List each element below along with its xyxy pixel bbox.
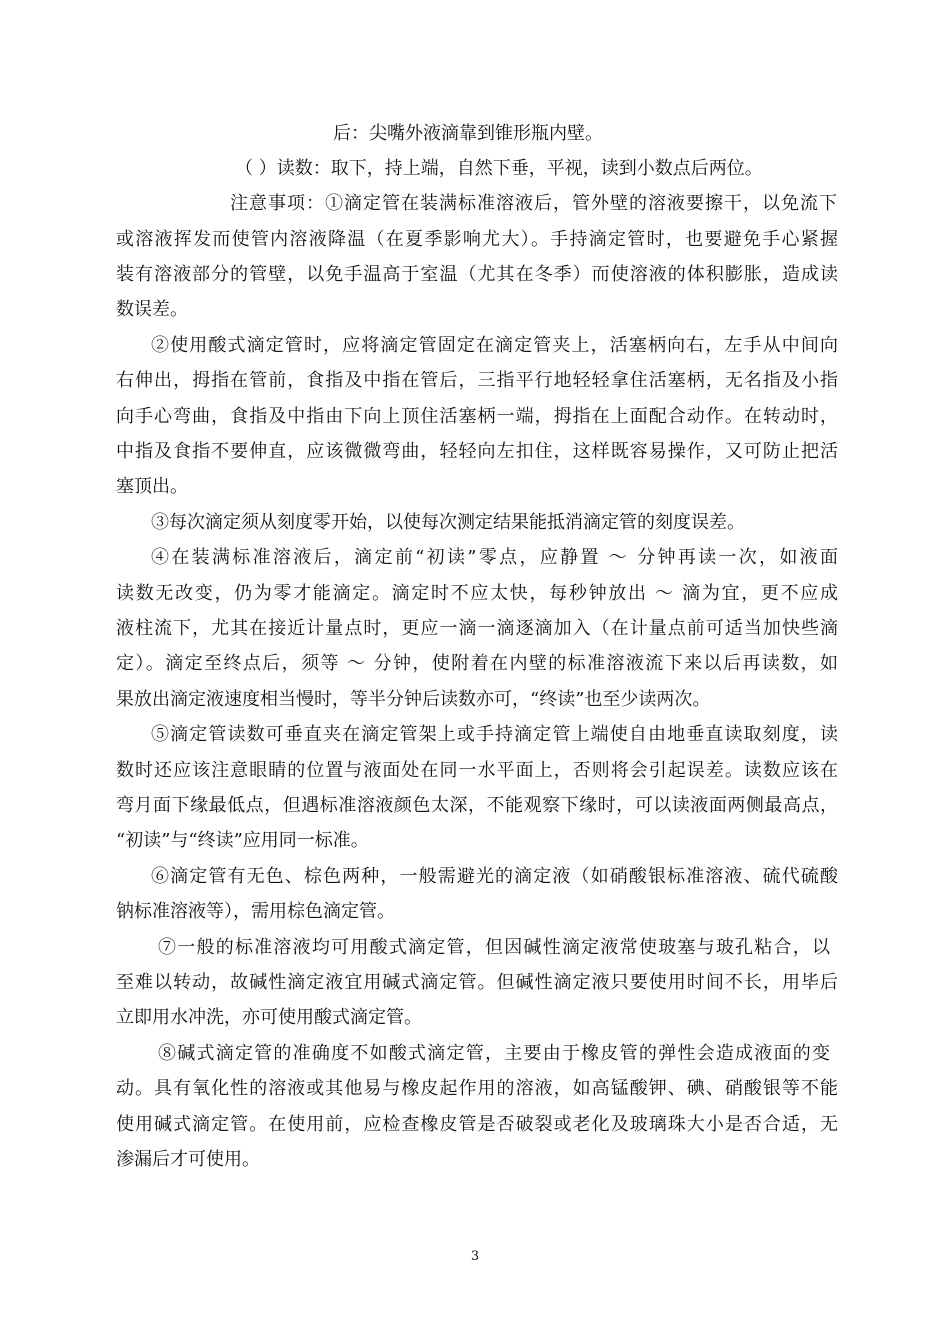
- text-line-17: 果放出滴定液速度相当慢时，等半分钟后读数亦可，“终读”也至少读两次。: [116, 689, 711, 710]
- text-line-4: 或溶液挥发而使管内溶液降温（在夏季影响尤大）。手持滴定管时，也要避免手心紧握: [116, 229, 838, 250]
- text-line-30: 渗漏后才可使用。: [116, 1149, 260, 1170]
- text-line-22: ⑥滴定管有无色、棕色两种，一般需避光的滴定液（如硝酸银标准溶液、硫代硫酸: [151, 866, 838, 887]
- text-line-5: 装有溶液部分的管壁，以免手温高于室温（尤其在冬季）而使溶液的体积膨胀，造成读: [116, 264, 838, 285]
- text-line-7: ②使用酸式滴定管时，应将滴定管固定在滴定管夹上，活塞柄向右，左手从中间向: [151, 335, 838, 356]
- text-line-12: ③每次滴定须从刻度零开始，以使每次测定结果能抵消滴定管的刻度误差。: [151, 512, 745, 533]
- text-line-10: 中指及食指不要伸直，应该微微弯曲，轻轻向左扣住，这样既容易操作，又可防止把活: [116, 441, 838, 462]
- text-line-13: ④在装满标准溶液后，滴定前“初读”零点，应静置 ～ 分钟再读一次，如液面: [151, 547, 838, 568]
- text-line-25: 至难以转动，故碱性滴定液宜用碱式滴定管。但碱性滴定液只要使用时间不长，用毕后: [116, 972, 838, 993]
- text-line-29: 使用碱式滴定管。在使用前，应检查橡皮管是否破裂或老化及玻璃珠大小是否合适，无: [116, 1114, 838, 1135]
- text-line-16: 定）。滴定至终点后，须等 ～ 分钟，使附着在内壁的标准溶液流下来以后再读数，如: [116, 653, 838, 674]
- text-line-3: 注意事项：①滴定管在装满标准溶液后，管外壁的溶液要擦干，以免流下: [230, 193, 837, 214]
- text-line-19: 数时还应该注意眼睛的位置与液面处在同一水平面上，否则将会引起误差。读数应该在: [116, 760, 838, 781]
- text-line-11: 塞顶出。: [116, 476, 188, 497]
- text-line-18: ⑤滴定管读数可垂直夹在滴定管架上或手持滴定管上端使自由地垂直读取刻度，读: [151, 724, 838, 745]
- text-line-15: 液柱流下，尤其在接近计量点时，更应一滴一滴逐滴加入（在计量点前可适当加快些滴: [116, 618, 838, 639]
- text-line-28: 动。具有氧化性的溶液或其他易与橡皮起作用的溶液，如高锰酸钾、碘、硝酸银等不能: [116, 1078, 838, 1099]
- text-line-14: 读数无改变，仍为零才能滴定。滴定时不应太快，每秒钟放出 ～ 滴为宜，更不应成: [116, 583, 838, 604]
- page-number: 3: [470, 1249, 480, 1264]
- text-line-26: 立即用水冲洗，亦可使用酸式滴定管。: [116, 1007, 422, 1028]
- text-line-23: 钠标准溶液等），需用棕色滴定管。: [116, 901, 395, 922]
- text-line-1: 后：尖嘴外液滴靠到锥形瓶内壁。: [333, 123, 603, 144]
- text-line-8: 右伸出，拇指在管前，食指及中指在管后，三指平行地轻轻拿住活塞柄，无名指及小指: [116, 370, 838, 391]
- text-line-6: 数误差。: [116, 299, 188, 320]
- text-line-20: 弯月面下缘最低点，但遇标准溶液颜色太深，不能观察下缘时，可以读液面两侧最高点，: [116, 795, 838, 816]
- text-line-27: ⑧碱式滴定管的准确度不如酸式滴定管，主要由于橡皮管的弹性会造成液面的变: [158, 1043, 830, 1064]
- text-line-9: 向手心弯曲，食指及中指由下向上顶住活塞柄一端，拇指在上面配合动作。在转动时，: [116, 406, 838, 427]
- text-line-21: “初读”与“终读”应用同一标准。: [116, 830, 369, 851]
- text-line-24: ⑦一般的标准溶液均可用酸式滴定管，但因碱性滴定液常使玻塞与玻孔粘合，以: [158, 937, 830, 958]
- text-line-2: （ ）读数：取下，持上端，自然下垂，平视，读到小数点后两位。: [235, 158, 763, 179]
